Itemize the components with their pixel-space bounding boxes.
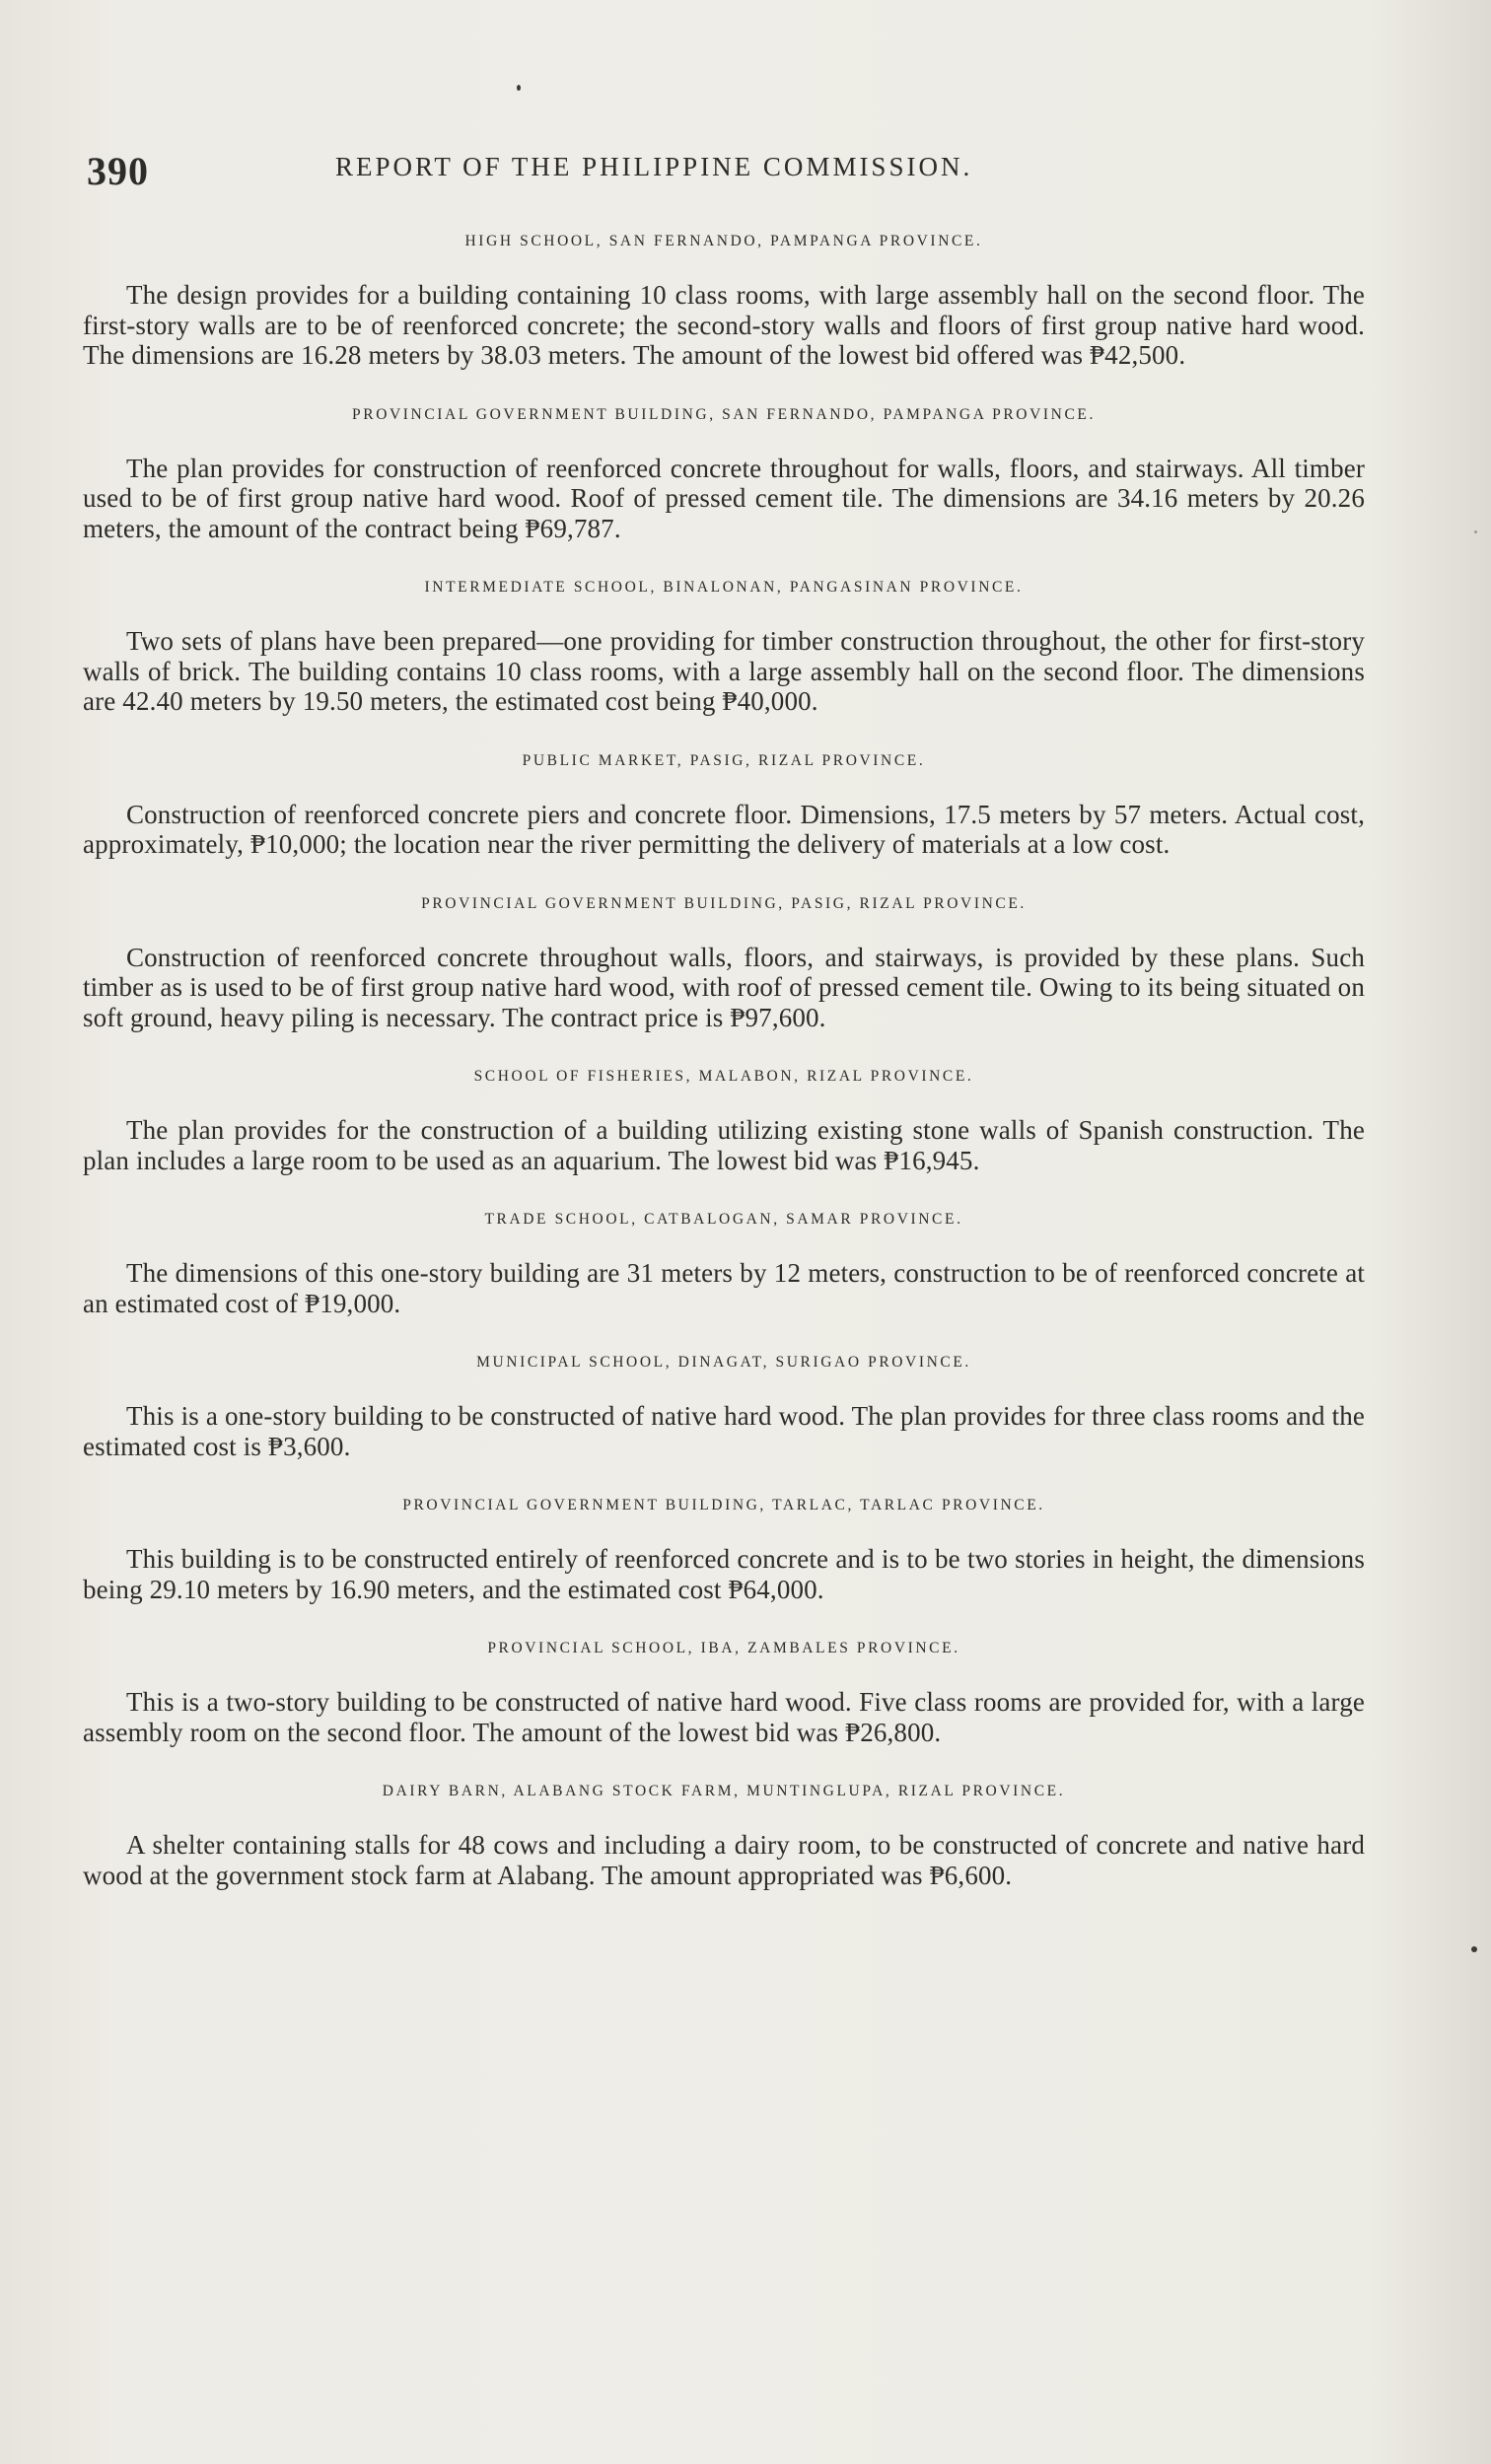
report-body <box>83 231 1365 1924</box>
section-paragraph: The dimensions of this one-story building are 31 meters by 12 meters, construction to be of reenforced concrete at an estimated cost of ₱19,000. <box>83 1258 1365 1318</box>
section-paragraph: The plan provides for construction of reenforced concrete throughout for walls, floors, and stairways. All timber used to be of first group native hard wood. Roof of pressed cement tile. The dimensions are 34.16 meters by 20.26 meters, the amount of the contract being ₱69,787. <box>83 453 1365 543</box>
section-title: PROVINCIAL GOVERNMENT BUILDING, PASIG, RIZAL PROVINCE. <box>421 894 1027 912</box>
section-paragraph: Construction of reenforced concrete piers and concrete floor. Dimensions, 17.5 meters by 57 meters. Actual cost, approximately, ₱10,000; the location near the river permitting the delivery of materials at a low cost. <box>83 799 1365 859</box>
section-paragraph: This building is to be constructed entirely of reenforced concrete and is to be two stories in height, the dimensions being 29.10 meters by 16.90 meters, and the estimated cost ₱64,000. <box>83 1544 1365 1604</box>
section-provincial-building-san-fernando <box>83 404 1365 544</box>
section-title: INTERMEDIATE SCHOOL, BINALONAN, PANGASINAN PROVINCE. <box>424 579 1024 596</box>
section-provincial-building-tarlac <box>83 1495 1365 1604</box>
section-public-market-pasig <box>83 750 1365 860</box>
section-provincial-building-pasig <box>83 893 1365 1033</box>
section-dairy-barn-alabang <box>83 1781 1365 1890</box>
paper-speck <box>1471 1946 1477 1952</box>
section-title: PROVINCIAL GOVERNMENT BUILDING, SAN FERNANDO, PAMPANGA PROVINCE. <box>352 405 1096 423</box>
section-municipal-school-dinagat <box>83 1352 1365 1461</box>
section-intermediate-school-binalonan <box>83 577 1365 717</box>
section-school-of-fisheries-malabon <box>83 1066 1365 1175</box>
section-title: MUNICIPAL SCHOOL, DINAGAT, SURIGAO PROVINCE. <box>476 1354 971 1371</box>
section-title: SCHOOL OF FISHERIES, MALABON, RIZAL PROVINCE. <box>473 1068 974 1085</box>
section-title: DAIRY BARN, ALABANG STOCK FARM, MUNTINGLUPA, RIZAL PROVINCE. <box>382 1783 1066 1799</box>
paper-speck <box>517 85 521 91</box>
section-title: HIGH SCHOOL, SAN FERNANDO, PAMPANGA PROVINCE. <box>464 233 983 249</box>
section-paragraph: This is a one-story building to be constructed of native hard wood. The plan provides for three class rooms and the estimated cost is ₱3,600. <box>83 1401 1365 1461</box>
section-paragraph: Construction of reenforced concrete throughout walls, floors, and stairways, is provided by these plans. Such timber as is used to be of first group native hard wood, with roof of pressed cement tile. Owing to its being situated on soft ground, heavy piling is necessary. The contract price is ₱97,600. <box>83 942 1365 1032</box>
section-paragraph: A shelter containing stalls for 48 cows and including a dairy room, to be constructed of concrete and native hard wood at the government stock farm at Alabang. The amount appropriated was ₱6,600. <box>83 1830 1365 1890</box>
section-paragraph: Two sets of plans have been prepared—one providing for timber construction throughout, the other for first-story walls of brick. The building contains 10 class rooms, with a large assembly hall on the second floor. The dimensions are 42.40 meters by 19.50 meters, the estimated cost being ₱40,000. <box>83 626 1365 716</box>
section-paragraph: This is a two-story building to be constructed of native hard wood. Five class rooms are provided for, with a large assembly room on the second floor. The amount of the lowest bid was ₱26,800. <box>83 1687 1365 1747</box>
running-title: REPORT OF THE PHILIPPINE COMMISSION. <box>335 152 973 181</box>
page-number: 390 <box>87 149 149 193</box>
section-title: PROVINCIAL GOVERNMENT BUILDING, TARLAC, TARLAC PROVINCE. <box>402 1497 1045 1514</box>
page-header <box>87 148 1369 207</box>
paper-speck <box>1474 530 1477 533</box>
section-title: PROVINCIAL SCHOOL, IBA, ZAMBALES PROVINCE. <box>487 1640 960 1656</box>
section-title: TRADE SCHOOL, CATBALOGAN, SAMAR PROVINCE. <box>484 1211 963 1228</box>
section-paragraph: The plan provides for the construction of a building utilizing existing stone walls of Spanish construction. The plan includes a large room to be used as an aquarium. The lowest bid was ₱16,945. <box>83 1115 1365 1175</box>
section-trade-school-catbalogan <box>83 1209 1365 1318</box>
section-title: PUBLIC MARKET, PASIG, RIZAL PROVINCE. <box>522 751 926 769</box>
section-high-school-san-fernando <box>83 231 1365 371</box>
section-provincial-school-iba <box>83 1638 1365 1747</box>
section-paragraph: The design provides for a building containing 10 class rooms, with large assembly hall on the second floor. The first-story walls are to be of reenforced concrete; the second-story walls and floors of first group native hard wood. The dimensions are 16.28 meters by 38.03 meters. The amount of the lowest bid offered was ₱42,500. <box>83 280 1365 370</box>
